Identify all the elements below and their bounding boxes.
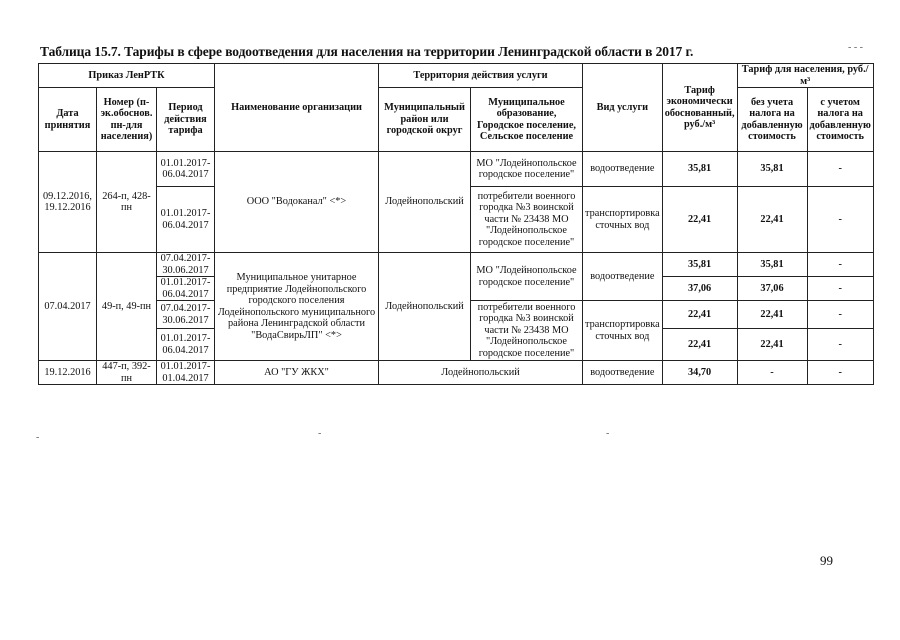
cell-service: водоотведение: [583, 152, 663, 187]
header-econ-tariff: Тариф экономически обоснованный, руб./м³: [662, 64, 737, 152]
cell-with-vat: -: [807, 329, 873, 361]
cell-district-merged: Лодейнопольский: [379, 361, 583, 385]
scan-mark: -: [36, 432, 40, 443]
table-row: [39, 152, 874, 187]
cell-number: 49-п, 49-пн: [97, 253, 157, 361]
cell-municipality: МО "Лодейнопольское городское поселение": [471, 152, 583, 187]
cell-with-vat: -: [807, 253, 873, 277]
cell-no-vat: 22,41: [737, 301, 807, 329]
cell-org: Муниципальное унитарное предприятие Лодейнопольского городского поселения Лодейнопольского муниципального района Ленинградской области "ВодаСвирьЛП" <*>: [215, 253, 379, 361]
cell-no-vat: -: [737, 361, 807, 385]
cell-econ: 34,70: [662, 361, 737, 385]
cell-period: 07.04.2017-30.06.2017: [157, 253, 215, 277]
cell-econ: 22,41: [662, 329, 737, 361]
cell-district: Лодейнопольский: [379, 152, 471, 253]
header-tariff-group: Тариф для населения, руб./м³: [737, 64, 873, 88]
header-org: Наименование организации: [215, 64, 379, 152]
scan-mark: -: [606, 428, 610, 439]
header-territory-group: Территория действия услуги: [379, 64, 583, 88]
header-number: Номер (п-эк.обоснов. пн-для населения): [97, 88, 157, 152]
cell-date: 07.04.2017: [39, 253, 97, 361]
cell-service: водоотведение: [583, 361, 663, 385]
header-service: Вид услуги: [583, 64, 663, 152]
cell-with-vat: -: [807, 152, 873, 187]
cell-period: 01.01.2017-06.04.2017: [157, 187, 215, 253]
cell-municipality: МО "Лодейнопольское городское поселение": [471, 253, 583, 301]
cell-org: ООО "Водоканал" <*>: [215, 152, 379, 253]
cell-service: транспортировка сточных вод: [583, 187, 663, 253]
cell-no-vat: 22,41: [737, 187, 807, 253]
cell-municipality: потребители военного городка №3 воинской части № 23438 МО "Лодейнопольское городское поселение": [471, 187, 583, 253]
header-period: Период действия тарифа: [157, 88, 215, 152]
cell-period: 07.04.2017-30.06.2017: [157, 301, 215, 329]
cell-econ: 22,41: [662, 301, 737, 329]
cell-date: 19.12.2016: [39, 361, 97, 385]
page-number: 99: [820, 553, 833, 568]
header-with-vat: с учетом налога на добавленную стоимость: [807, 88, 873, 152]
table-title: Таблица 15.7. Тарифы в сфере водоотведения для населения на территории Ленинградской области в 2017 г.: [40, 44, 694, 59]
tariff-table: [38, 63, 874, 385]
header-no-vat: без учета налога на добавленную стоимость: [737, 88, 807, 152]
header-district: Муниципальный район или городской округ: [379, 88, 471, 152]
cell-with-vat: -: [807, 277, 873, 301]
scan-mark: -: [318, 428, 322, 439]
cell-period: 01.01.2017-06.04.2017: [157, 152, 215, 187]
header-date: Дата принятия: [39, 88, 97, 152]
cell-service: водоотведение: [583, 253, 663, 301]
cell-econ: 35,81: [662, 253, 737, 277]
cell-econ: 35,81: [662, 152, 737, 187]
cell-no-vat: 35,81: [737, 253, 807, 277]
cell-period: 01.01.2017-01.04.2017: [157, 361, 215, 385]
cell-with-vat: -: [807, 187, 873, 253]
cell-number: 447-п, 392-пн: [97, 361, 157, 385]
cell-with-vat: -: [807, 301, 873, 329]
cell-period: 01.01.2017-06.04.2017: [157, 277, 215, 301]
cell-district: Лодейнопольский: [379, 253, 471, 361]
header-municipality: Муниципальное образование, Городское поселение, Сельское поселение: [471, 88, 583, 152]
cell-with-vat: -: [807, 361, 873, 385]
cell-no-vat: 22,41: [737, 329, 807, 361]
cell-econ: 37,06: [662, 277, 737, 301]
scan-mark: - - -: [848, 42, 863, 53]
table-row: [39, 253, 874, 277]
header-order-group: Приказ ЛенРТК: [39, 64, 215, 88]
cell-org: АО "ГУ ЖКХ": [215, 361, 379, 385]
table-row: [39, 361, 874, 385]
cell-period: 01.01.2017-06.04.2017: [157, 329, 215, 361]
cell-number: 264-п, 428-пн: [97, 152, 157, 253]
cell-service: транспортировка сточных вод: [583, 301, 663, 361]
cell-no-vat: 37,06: [737, 277, 807, 301]
cell-date: 09.12.2016, 19.12.2016: [39, 152, 97, 253]
cell-no-vat: 35,81: [737, 152, 807, 187]
cell-econ: 22,41: [662, 187, 737, 253]
cell-municipality: потребители военного городка №3 воинской части № 23438 МО "Лодейнопольское городское поселение": [471, 301, 583, 361]
